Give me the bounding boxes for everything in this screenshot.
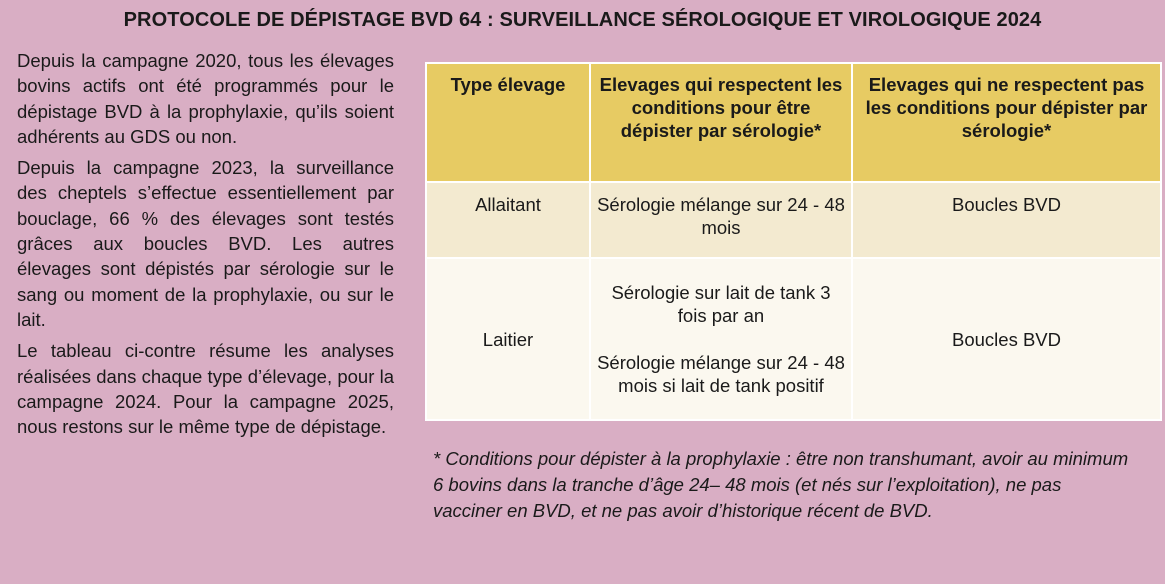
page-title: PROTOCOLE DE DÉPISTAGE BVD 64 : SURVEILLANCE SÉROLOGIQUE ET VIROLOGIQUE 2024: [123, 9, 1042, 31]
cell-respectent: Sérologie mélange sur 24 - 48 mois: [590, 182, 852, 258]
table-row: [426, 182, 1161, 258]
cell-type: Laitier: [426, 258, 590, 420]
footnote: * Conditions pour dépister à la prophylaxie : être non transhumant, avoir au minimum 6 bovins dans la tranche d’âge 24– 48 mois (et nés sur l’exploitation), ne pas vacciner en BVD, et ne pas avoir d’historique récent de BVD.: [433, 448, 1129, 521]
intro-paragraph-1: Depuis la campagne 2020, tous les élevages bovins actifs ont été programmés pour le dépistage BVD à la prophylaxie, qu’ils soient adhérents au GDS ou non.: [17, 50, 394, 147]
table-row: [426, 258, 1161, 420]
table-header-row: [426, 63, 1161, 182]
cell-respectent-line-1: Sérologie sur lait de tank 3 fois par an: [611, 282, 831, 326]
cell-respectent-line-2: Sérologie mélange sur 24 - 48 mois si lait de tank positif: [597, 352, 845, 396]
cell-respectent: [590, 258, 852, 420]
header-type-elevage: Type élevage: [426, 63, 590, 182]
header-respectent: Elevages qui respectent les conditions pour être dépister par sérologie*: [590, 63, 852, 182]
screening-table: [425, 62, 1162, 421]
intro-text: [17, 48, 394, 445]
intro-paragraph-3: Le tableau ci-contre résume les analyses réalisées dans chaque type d’élevage, pour la campagne 2024. Pour la campagne 2025, nous restons sur le même type de dépistage.: [17, 340, 394, 438]
cell-ne-respectent-pas: Boucles BVD: [852, 258, 1161, 420]
cell-ne-respectent-pas: Boucles BVD: [852, 182, 1161, 258]
header-ne-respectent-pas: Elevages qui ne respectent pas les conditions pour dépister par sérologie*: [852, 63, 1161, 182]
intro-paragraph-2: Depuis la campagne 2023, la surveillance des cheptels s’effectue essentiellement par bouclage, 66 % des élevages sont testés grâces aux boucles BVD. Les autres élevages sont dépistés par sérologie sur le sang ou moment de la prophylaxie, ou sur le lait.: [17, 157, 394, 330]
cell-spacer: [597, 327, 845, 351]
cell-type: Allaitant: [426, 182, 590, 258]
